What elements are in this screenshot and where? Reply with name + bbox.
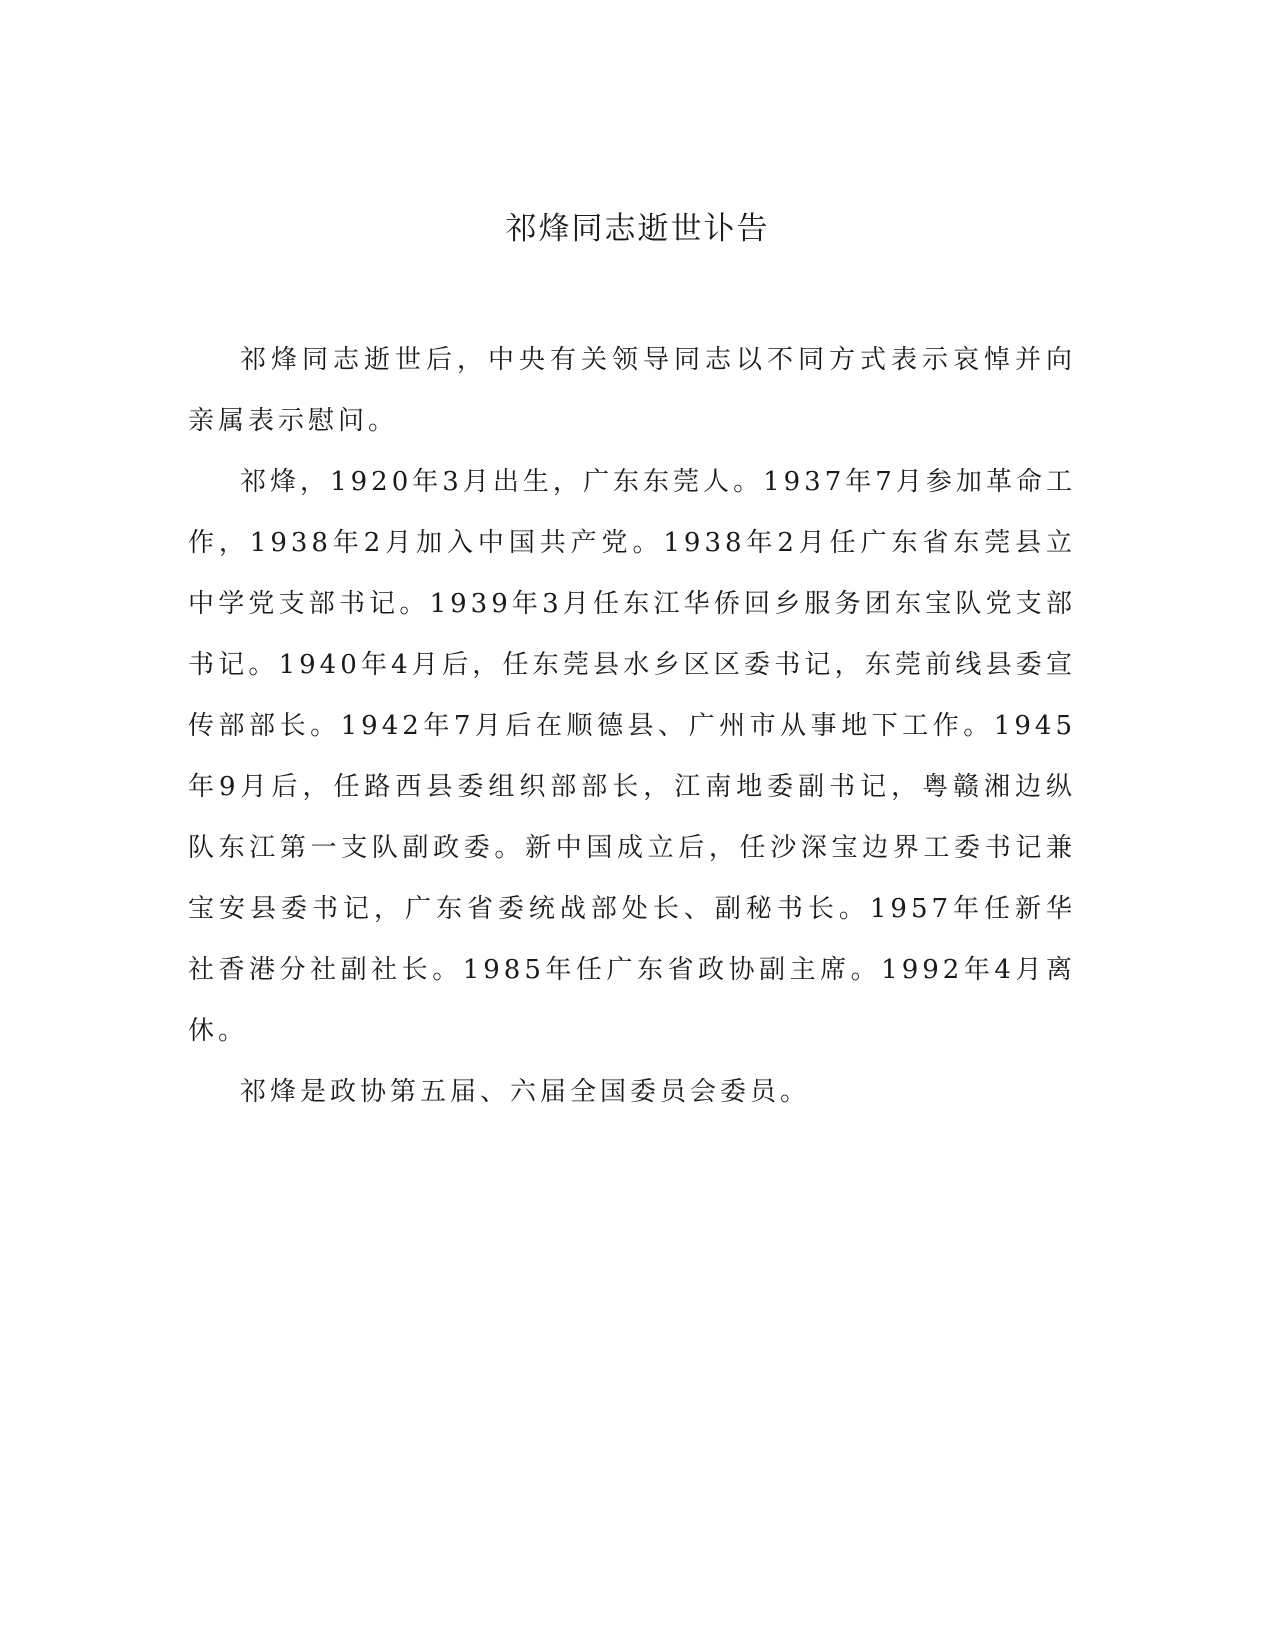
document-title: 祁烽同志逝世讣告 <box>505 211 770 247</box>
paragraph-positions: 祁烽是政协第五届、六届全国委员会委员。 <box>240 1077 811 1107</box>
document-body <box>188 330 1076 1123</box>
paragraph-biography: 祁烽，1920年3月出生，广东东莞人。1937年7月参加革命工作，1938年2月加入中国共产党。1938年2月任广东省东莞县立中学党支部书记。1939年3月任东江华侨回乡服务团东宝队党支部书记。1940年4月后，任东莞县水乡区区委书记，东莞前线县委宣传部部长。1942年7月后在顺德县、广州市从事地下工作。1945年9月后，任路西县委组织部部长，江南地委副书记，粤赣湘边纵队东江第一支队副政委。新中国成立后，任沙深宝边界工委书记兼宝安县委书记，广东省委统战部处长、副秘书长。1957年任新华社香港分社副社长。1985年任广东省政协副主席。1992年4月离休。 <box>188 467 1076 1046</box>
paragraph-condolence: 祁烽同志逝世后，中央有关领导同志以不同方式表示哀悼并向亲属表示慰问。 <box>188 345 1076 436</box>
